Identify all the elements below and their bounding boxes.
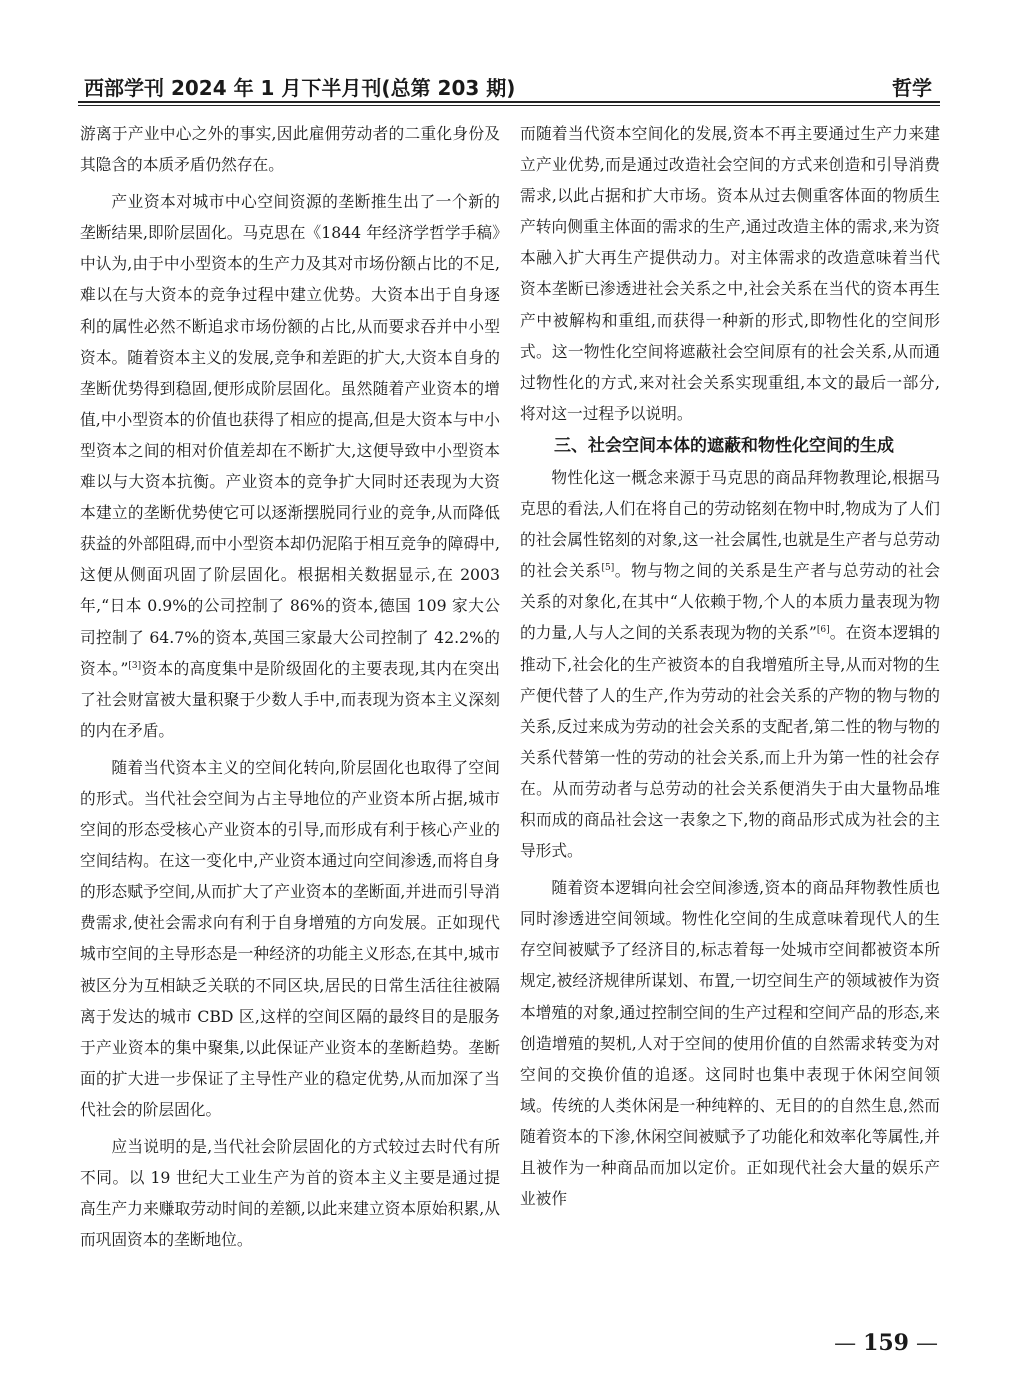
section-label: 哲学 — [892, 76, 932, 100]
running-header — [78, 70, 940, 100]
paragraph: 随着当代资本主义的空间化转向,阶层固化也取得了空间的形式。当代社会空间为占主导地位的产业资本所占据,城市空间的形态受核心产业资本的引导,而形成有利于核心产业的空间结构。在这一变化中,产业资本通过向空间渗透,而将自身的形态赋予空间,从而扩大了产业资本的垄断面,并进而引导消费需求,使社会需求向有利于自身增殖的方向发展。正如现代城市空间的主导形态是一种经济的功能主义形态,在其中,城市被区分为互相缺乏关联的不同区块,居民的日常生活往往被隔离于发达的城市 CBD 区,这样的空间区隔的最终目的是服务于产业资本的集中聚集,以此保证产业资本的垄断趋势。垄断面的扩大进一步保证了主导性产业的稳定优势,从而加深了当代社会的阶层固化。 — [80, 757, 500, 1119]
header-rule-thin — [78, 105, 940, 106]
paragraph — [80, 186, 500, 746]
paragraph-text: 产业资本对城市中心空间资源的垄断推生出了一个新的垄断结果,即阶层固化。马克思在《1844 年经济学哲学手稿》中认为,由于中小型资本的生产力及其对市场份额占比的不足,难以在与大资本的竞争过程中建立优势。大资本出于自身逐利的属性必然不断追求市场份额的占比,从而要求吞并中小型资本。随着资本主义的发展,竞争和差距的扩大,大资本自身的垄断优势得到稳固,便形成阶层固化。虽然随着产业资本的增值,中小型资本的价值也获得了相应的提高,但是大资本与中小型资本之间的相对价值差却在不断扩大,这便导致中小型资本难以与大资本抗衡。产业资本的竞争扩大同时还表现为大资本建立的垄断优势使它可以逐渐摆脱同行业的竞争,从而降低获益的外部阻碍,而中小型资本却仍泥陷于相互竞争的障碍中,这便从侧面巩固了阶层固化。根据相关数据显示,在 2003 年,“日本 0.9%的公司控制了 86%的资本,德国 109 家大公司控制了 64.7%的资本,英国三家最大公司控制了 42.2%的资本。” — [80, 192, 500, 678]
paragraph: 应当说明的是,当代社会阶层固化的方式较过去时代有所不同。以 19 世纪大工业生产为首的资本主义主要是通过提高生产力来赚取劳动时间的差额,以此来建立资本原始积累,从而巩固资本的垄断地位。 — [80, 1137, 500, 1250]
page-number-value: 159 — [863, 1330, 909, 1356]
paragraph: 随着资本逻辑向社会空间渗透,资本的商品拜物教性质也同时渗透进空间领域。物性化空间的生成意味着现代人的生存空间被赋予了经济目的,标志着每一处城市空间都被资本所规定,被经济规律所谋划、布置,一切空间生产的领域被作为资本增殖的对象,通过控制空间的生产过程和空间产品的形态,来创造增殖的契机,人对于空间的使用价值的自然需求转变为对空间的交换价值的追逐。这同时也集中表现于休闲空间领域。传统的人类休闲是一种纯粹的、无目的的自然生息,然而随着资本的下渗,休闲空间被赋予了功能化和效率化等属性,并且被作为一种商品而加以定价。正如现代社会大量的娱乐产业被作 — [520, 878, 940, 1209]
paragraph: 游离于产业中心之外的事实,因此雇佣劳动者的二重化身份及其隐含的本质矛盾仍然存在。 — [80, 124, 500, 175]
paragraph-text: 。在资本逻辑的推动下,社会化的生产被资本的自我增殖所主导,从而对物的生产便代替了人的生产,作为劳动的社会关系的产物的物与物的关系,反过来成为劳动的社会关系的支配者,第二性的物与物的关系代替第一性的劳动的社会关系,而上升为第一性的社会存在。从而劳动者与总劳动的社会关系便消失于由大量物品堆积而成的商品社会这一表象之下,物的商品形式成为社会的主导形式。 — [520, 623, 941, 861]
paragraph — [520, 462, 940, 866]
section-heading: 三、社会空间本体的遮蔽和物性化空间的生成 — [554, 435, 894, 456]
citation-ref: [6] — [816, 625, 830, 636]
left-column — [80, 118, 500, 1255]
paragraph-text: 。物与物之间的关系是生产者与总劳动的社会关系的对象化,在其中“人依赖于物,个人的本质力量表现为物的力量,人与人之间的关系表现为物的关系” — [520, 561, 941, 643]
right-column — [520, 118, 940, 1214]
page-number-dash: — — [834, 1331, 864, 1356]
page-number — [834, 1330, 938, 1356]
header-rule-thick — [78, 101, 940, 103]
citation-ref: [3] — [128, 660, 142, 671]
paragraph-text: 资本的高度集中是阶级固化的主要表现,其内在突出了社会财富被大量积聚于少数人手中,而表现为资本主义深刻的内在矛盾。 — [80, 658, 500, 740]
page-number-dash: — — [909, 1331, 938, 1356]
paragraph: 而随着当代资本空间化的发展,资本不再主要通过生产力来建立产业优势,而是通过改造社会空间的方式来创造和引导消费需求,以此占据和扩大市场。资本从过去侧重客体面的物质生产转向侧重主体面的需求的生产,通过改造主体的需求,来为资本融入扩大再生产提供动力。对主体需求的改造意味着当代资本垄断已渗透进社会关系之中,社会关系在当代的资本再生产中被解构和重组,而获得一种新的形式,即物性化的空间形式。这一物性化空间将遮蔽社会空间原有的社会关系,从而通过物性化的方式,来对社会关系实现重组,本文的最后一部分,将对这一过程予以说明。 — [520, 124, 940, 423]
citation-ref: [5] — [601, 562, 615, 573]
paragraph-text: 物性化这一概念来源于马克思的商品拜物教理论,根据马克思的看法,人们在将自己的劳动铭刻在物中时,物成为了人们的社会属性铭刻的对象,这一社会属性,也就是生产者与总劳动的社会关系 — [520, 467, 940, 581]
journal-issue-title: 西部学刊 2024 年 1 月下半月刊(总第 203 期) — [84, 76, 516, 100]
